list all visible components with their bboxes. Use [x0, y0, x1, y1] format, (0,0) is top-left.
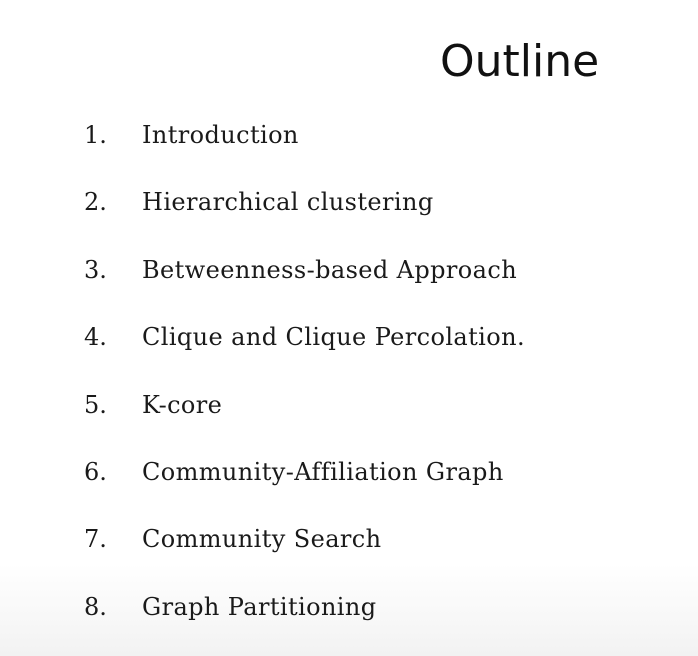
item-text: K-core [142, 390, 223, 419]
item-text: Graph Partitioning [142, 592, 377, 621]
item-number: 2. [84, 188, 107, 217]
outline-item-betweenness [84, 251, 525, 318]
item-text: Community-Affiliation Graph [142, 457, 504, 486]
item-number: 7. [84, 525, 107, 554]
outline-item-k-core [84, 386, 525, 453]
item-number: 3. [84, 255, 107, 284]
item-text: Introduction [142, 121, 299, 149]
item-number: 8. [84, 592, 107, 621]
outline-item-hierarchical-clustering [84, 183, 525, 250]
item-number: 6. [84, 457, 107, 486]
item-number: 4. [84, 323, 107, 352]
item-number: 5. [84, 390, 107, 419]
outline-item-community-search [84, 520, 525, 587]
item-text: Community Search [142, 525, 382, 554]
outline-item-clique [84, 318, 525, 385]
item-text: Clique and Clique Percolation. [142, 323, 525, 352]
outline-item-community-affiliation [84, 453, 525, 520]
outline-item-graph-partitioning [84, 588, 525, 655]
item-text: Betweenness-based Approach [142, 255, 518, 284]
outline-item-introduction [84, 116, 525, 183]
slide-title: Outline [440, 36, 600, 87]
outline-list [84, 116, 525, 655]
item-text: Hierarchical clustering [142, 188, 434, 217]
item-number: 1. [84, 121, 107, 149]
